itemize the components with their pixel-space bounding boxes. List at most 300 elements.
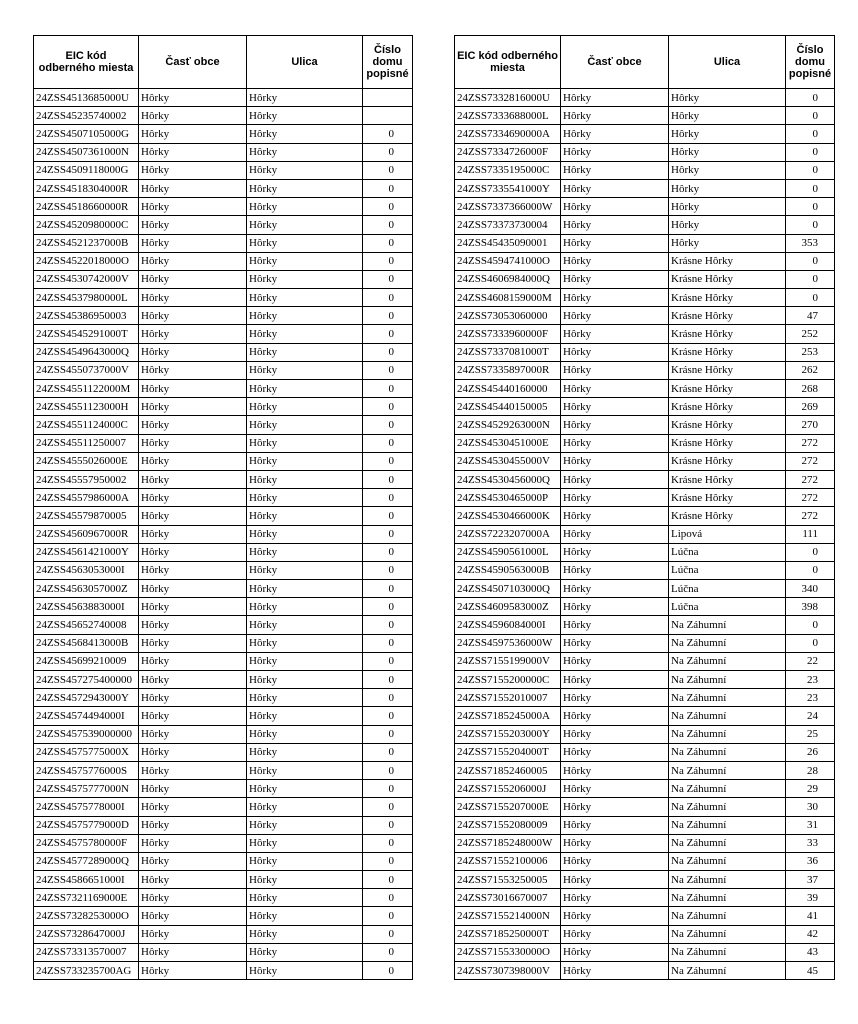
eic-code-cell: 24ZSS73373730004 <box>455 216 561 234</box>
street-cell: Na Záhumní <box>669 852 786 870</box>
table-row <box>455 652 835 670</box>
table-row <box>34 434 413 452</box>
house-number-cell: 0 <box>786 616 835 634</box>
street-cell: Hôrky <box>247 434 363 452</box>
part-cell: Hôrky <box>139 671 247 689</box>
table-row <box>34 361 413 379</box>
eic-code-cell: 24ZSS7333960000F <box>455 325 561 343</box>
part-cell: Hôrky <box>561 652 669 670</box>
part-cell: Hôrky <box>139 634 247 652</box>
part-cell: Hôrky <box>561 925 669 943</box>
table-row <box>455 834 835 852</box>
table-row <box>455 270 835 288</box>
eic-code-cell: 24ZSS7155203000Y <box>455 725 561 743</box>
table-row <box>34 798 413 816</box>
street-cell: Krásne Hôrky <box>669 307 786 325</box>
eic-code-cell: 24ZSS7185248000W <box>455 834 561 852</box>
header-eic: EIC kód odberného miesta <box>34 36 139 89</box>
table-row <box>34 580 413 598</box>
table-row <box>455 634 835 652</box>
street-cell: Hôrky <box>247 343 363 361</box>
eic-code-cell: 24ZSS7334690000A <box>455 125 561 143</box>
part-cell: Hôrky <box>561 689 669 707</box>
part-cell: Hôrky <box>139 925 247 943</box>
part-cell: Hôrky <box>139 143 247 161</box>
table-row <box>455 707 835 725</box>
house-number-cell: 0 <box>363 380 413 398</box>
eic-code-cell: 24ZSS7328647000J <box>34 925 139 943</box>
house-number-cell: 272 <box>786 452 835 470</box>
house-number-cell: 0 <box>786 107 835 125</box>
table-row <box>455 343 835 361</box>
part-cell: Hôrky <box>561 289 669 307</box>
part-cell: Hôrky <box>561 107 669 125</box>
house-number-cell: 0 <box>363 125 413 143</box>
part-cell: Hôrky <box>139 798 247 816</box>
table-row <box>455 616 835 634</box>
table-row <box>455 561 835 579</box>
table-row <box>455 361 835 379</box>
eic-code-cell: 24ZSS7155330000O <box>455 943 561 961</box>
house-number-cell: 33 <box>786 834 835 852</box>
part-cell: Hôrky <box>561 398 669 416</box>
part-cell: Hôrky <box>139 470 247 488</box>
street-cell: Hôrky <box>247 452 363 470</box>
part-cell: Hôrky <box>139 380 247 398</box>
house-number-cell: 0 <box>363 470 413 488</box>
table-row <box>455 289 835 307</box>
street-cell: Lúčna <box>669 598 786 616</box>
part-cell: Hôrky <box>561 580 669 598</box>
house-number-cell: 0 <box>786 125 835 143</box>
street-cell: Krásne Hôrky <box>669 434 786 452</box>
part-cell: Hôrky <box>139 270 247 288</box>
table-row <box>34 161 413 179</box>
part-cell: Hôrky <box>139 943 247 961</box>
street-cell: Na Záhumní <box>669 743 786 761</box>
street-cell: Hôrky <box>247 125 363 143</box>
eic-code-cell: 24ZSS4561421000Y <box>34 543 139 561</box>
street-cell: Hôrky <box>669 198 786 216</box>
eic-code-cell: 24ZSS4608159000M <box>455 289 561 307</box>
part-cell: Hôrky <box>561 889 669 907</box>
eic-code-cell: 24ZSS4545291000T <box>34 325 139 343</box>
house-number-cell: 0 <box>786 89 835 107</box>
part-cell: Hôrky <box>561 543 669 561</box>
table-row <box>455 416 835 434</box>
part-cell: Hôrky <box>139 161 247 179</box>
table-row <box>455 525 835 543</box>
table-row <box>455 179 835 197</box>
eic-code-cell: 24ZSS7155206000J <box>455 780 561 798</box>
eic-code-cell: 24ZSS45435090001 <box>455 234 561 252</box>
table-row <box>34 616 413 634</box>
house-number-cell: 0 <box>786 179 835 197</box>
table-row <box>455 798 835 816</box>
street-cell: Na Záhumní <box>669 943 786 961</box>
house-number-cell: 269 <box>786 398 835 416</box>
house-number-cell: 28 <box>786 761 835 779</box>
house-number-cell: 0 <box>363 889 413 907</box>
table-row <box>34 179 413 197</box>
header-number: Číslo domu popisné <box>363 36 413 89</box>
part-cell: Hôrky <box>561 798 669 816</box>
part-cell: Hôrky <box>139 361 247 379</box>
part-cell: Hôrky <box>139 743 247 761</box>
eic-code-cell: 24ZSS4551122000M <box>34 380 139 398</box>
house-number-cell: 0 <box>363 252 413 270</box>
house-number-cell: 0 <box>363 289 413 307</box>
table-row <box>34 780 413 798</box>
part-cell: Hôrky <box>561 216 669 234</box>
part-cell: Hôrky <box>561 143 669 161</box>
table-row <box>34 816 413 834</box>
eic-code-cell: 24ZSS4518660000R <box>34 198 139 216</box>
eic-code-cell: 24ZSS7321169000E <box>34 889 139 907</box>
eic-code-cell: 24ZSS71552010007 <box>455 689 561 707</box>
eic-code-cell: 24ZSS7332816000U <box>455 89 561 107</box>
street-cell: Krásne Hôrky <box>669 361 786 379</box>
house-number-cell: 0 <box>363 816 413 834</box>
street-cell: Hôrky <box>247 234 363 252</box>
house-number-cell: 398 <box>786 598 835 616</box>
street-cell: Hôrky <box>247 380 363 398</box>
part-cell: Hôrky <box>561 598 669 616</box>
street-cell: Hôrky <box>247 561 363 579</box>
part-cell: Hôrky <box>139 179 247 197</box>
table-row <box>455 398 835 416</box>
part-cell: Hôrky <box>561 179 669 197</box>
part-cell: Hôrky <box>139 871 247 889</box>
house-number-cell: 0 <box>363 270 413 288</box>
street-cell: Hôrky <box>247 143 363 161</box>
part-cell: Hôrky <box>139 652 247 670</box>
eic-code-cell: 24ZSS45652740008 <box>34 616 139 634</box>
street-cell: Hôrky <box>247 179 363 197</box>
eic-code-cell: 24ZSS4530465000P <box>455 489 561 507</box>
table-row <box>34 452 413 470</box>
street-cell: Hôrky <box>247 707 363 725</box>
eic-code-cell: 24ZSS4557986000A <box>34 489 139 507</box>
house-number-cell: 0 <box>363 507 413 525</box>
eic-code-cell: 24ZSS4529263000N <box>455 416 561 434</box>
table-row <box>455 216 835 234</box>
part-cell: Hôrky <box>561 325 669 343</box>
part-cell: Hôrky <box>561 561 669 579</box>
part-cell: Hôrky <box>561 943 669 961</box>
eic-code-cell: 24ZSS4507105000G <box>34 125 139 143</box>
house-number-cell: 0 <box>363 325 413 343</box>
street-cell: Na Záhumní <box>669 671 786 689</box>
street-cell: Lúčna <box>669 543 786 561</box>
eic-code-cell: 24ZSS7337366000W <box>455 198 561 216</box>
table-row <box>34 689 413 707</box>
street-cell: Hôrky <box>669 179 786 197</box>
eic-code-cell: 24ZSS4586651000I <box>34 871 139 889</box>
street-cell: Hôrky <box>669 125 786 143</box>
street-cell: Hôrky <box>247 325 363 343</box>
house-number-cell: 252 <box>786 325 835 343</box>
table-row <box>34 871 413 889</box>
street-cell: Na Záhumní <box>669 780 786 798</box>
table-row <box>455 107 835 125</box>
street-cell: Hôrky <box>247 761 363 779</box>
part-cell: Hôrky <box>561 780 669 798</box>
house-number-cell: 0 <box>363 525 413 543</box>
table-row <box>34 325 413 343</box>
table-row <box>455 507 835 525</box>
part-cell: Hôrky <box>139 416 247 434</box>
street-cell: Krásne Hôrky <box>669 289 786 307</box>
eic-code-cell: 24ZSS457539000000 <box>34 725 139 743</box>
house-number-cell: 0 <box>363 580 413 598</box>
street-cell: Na Záhumní <box>669 871 786 889</box>
eic-code-cell: 24ZSS7334726000F <box>455 143 561 161</box>
table-row <box>34 289 413 307</box>
eic-code-cell: 24ZSS4560967000R <box>34 525 139 543</box>
table-row <box>34 198 413 216</box>
part-cell: Hôrky <box>139 834 247 852</box>
house-number-cell: 0 <box>363 398 413 416</box>
part-cell: Hôrky <box>139 234 247 252</box>
street-cell: Krásne Hôrky <box>669 325 786 343</box>
table-row <box>455 89 835 107</box>
table-row <box>455 761 835 779</box>
street-cell: Hôrky <box>247 307 363 325</box>
table-row <box>455 434 835 452</box>
eic-code-cell: 24ZSS4551123000H <box>34 398 139 416</box>
header-part: Časť obce <box>139 36 247 89</box>
table-row <box>455 143 835 161</box>
part-cell: Hôrky <box>139 125 247 143</box>
table-row <box>34 89 413 107</box>
part-cell: Hôrky <box>561 361 669 379</box>
table-row <box>455 161 835 179</box>
house-number-cell: 272 <box>786 434 835 452</box>
street-cell: Hôrky <box>247 216 363 234</box>
eic-code-cell: 24ZSS4549643000Q <box>34 343 139 361</box>
part-cell: Hôrky <box>139 525 247 543</box>
part-cell: Hôrky <box>139 452 247 470</box>
house-number-cell: 353 <box>786 234 835 252</box>
house-number-cell: 0 <box>363 943 413 961</box>
eic-code-cell: 24ZSS45699210009 <box>34 652 139 670</box>
part-cell: Hôrky <box>561 616 669 634</box>
eic-code-cell: 24ZSS4575777000N <box>34 780 139 798</box>
part-cell: Hôrky <box>561 743 669 761</box>
street-cell: Hôrky <box>247 889 363 907</box>
table-row <box>34 943 413 961</box>
part-cell: Hôrky <box>139 707 247 725</box>
eic-code-cell: 24ZSS7333688000L <box>455 107 561 125</box>
table-row <box>34 416 413 434</box>
house-number-cell: 272 <box>786 470 835 488</box>
street-cell: Hôrky <box>247 289 363 307</box>
house-number-cell: 0 <box>363 361 413 379</box>
house-number-cell: 272 <box>786 507 835 525</box>
eic-code-cell: 24ZSS73053060000 <box>455 307 561 325</box>
part-cell: Hôrky <box>139 107 247 125</box>
street-cell: Hôrky <box>247 416 363 434</box>
house-number-cell: 0 <box>363 616 413 634</box>
street-cell: Na Záhumní <box>669 834 786 852</box>
part-cell: Hôrky <box>561 525 669 543</box>
part-cell: Hôrky <box>561 270 669 288</box>
header-street: Ulica <box>669 36 786 89</box>
street-cell: Hôrky <box>247 616 363 634</box>
header-number: Číslo domu popisné <box>786 36 835 89</box>
eic-code-cell: 24ZSS4521237000B <box>34 234 139 252</box>
street-cell: Na Záhumní <box>669 725 786 743</box>
house-number-cell: 0 <box>363 725 413 743</box>
street-cell: Hôrky <box>247 598 363 616</box>
house-number-cell: 0 <box>363 543 413 561</box>
street-cell: Hôrky <box>247 470 363 488</box>
street-cell: Na Záhumní <box>669 616 786 634</box>
table-row <box>455 470 835 488</box>
house-number-cell: 47 <box>786 307 835 325</box>
eic-code-cell: 24ZSS7223207000A <box>455 525 561 543</box>
street-cell: Krásne Hôrky <box>669 416 786 434</box>
eic-code-cell: 24ZSS7335541000Y <box>455 179 561 197</box>
part-cell: Hôrky <box>139 852 247 870</box>
house-number-cell: 0 <box>786 252 835 270</box>
house-number-cell: 0 <box>786 216 835 234</box>
part-cell: Hôrky <box>561 416 669 434</box>
table-row <box>34 761 413 779</box>
eic-code-cell: 24ZSS4555026000E <box>34 452 139 470</box>
eic-code-cell: 24ZSS45579870005 <box>34 507 139 525</box>
eic-code-cell: 24ZSS4520980000C <box>34 216 139 234</box>
part-cell: Hôrky <box>561 252 669 270</box>
house-number-cell <box>363 89 413 107</box>
header-street: Ulica <box>247 36 363 89</box>
right-table <box>454 35 835 980</box>
part-cell: Hôrky <box>139 816 247 834</box>
street-cell: Hôrky <box>247 907 363 925</box>
house-number-cell: 0 <box>363 780 413 798</box>
eic-code-cell: 24ZSS71552080009 <box>455 816 561 834</box>
part-cell: Hôrky <box>139 780 247 798</box>
table-row <box>455 325 835 343</box>
part-cell: Hôrky <box>561 198 669 216</box>
eic-code-cell: 24ZSS45386950003 <box>34 307 139 325</box>
table-row <box>34 252 413 270</box>
table-row <box>34 652 413 670</box>
street-cell: Hôrky <box>247 161 363 179</box>
street-cell: Lúčna <box>669 561 786 579</box>
street-cell: Hôrky <box>247 634 363 652</box>
table-row <box>34 725 413 743</box>
street-cell: Krásne Hôrky <box>669 343 786 361</box>
eic-code-cell: 24ZSS7185245000A <box>455 707 561 725</box>
street-cell: Lipová <box>669 525 786 543</box>
street-cell: Krásne Hôrky <box>669 270 786 288</box>
house-number-cell: 25 <box>786 725 835 743</box>
eic-code-cell: 24ZSS4522018000O <box>34 252 139 270</box>
header-part: Časť obce <box>561 36 669 89</box>
part-cell: Hôrky <box>139 198 247 216</box>
table-row <box>455 907 835 925</box>
part-cell: Hôrky <box>561 852 669 870</box>
house-number-cell: 272 <box>786 489 835 507</box>
table-row <box>34 907 413 925</box>
part-cell: Hôrky <box>139 307 247 325</box>
table-row <box>455 234 835 252</box>
part-cell: Hôrky <box>139 561 247 579</box>
table-row <box>455 871 835 889</box>
table-row <box>455 598 835 616</box>
table-row <box>34 543 413 561</box>
eic-code-cell: 24ZSS73313570007 <box>34 943 139 961</box>
eic-code-cell: 24ZSS4530451000E <box>455 434 561 452</box>
table-row <box>34 852 413 870</box>
eic-code-cell: 24ZSS45440160000 <box>455 380 561 398</box>
house-number-cell: 43 <box>786 943 835 961</box>
table-row <box>34 598 413 616</box>
eic-code-cell: 24ZSS7155207000E <box>455 798 561 816</box>
house-number-cell: 24 <box>786 707 835 725</box>
part-cell: Hôrky <box>139 216 247 234</box>
part-cell: Hôrky <box>561 307 669 325</box>
eic-code-cell: 24ZSS45511250007 <box>34 434 139 452</box>
part-cell: Hôrky <box>139 889 247 907</box>
table-row <box>455 252 835 270</box>
table-row <box>34 525 413 543</box>
house-number-cell: 0 <box>363 143 413 161</box>
house-number-cell: 253 <box>786 343 835 361</box>
house-number-cell: 0 <box>363 671 413 689</box>
eic-code-cell: 24ZSS4609583000Z <box>455 598 561 616</box>
part-cell: Hôrky <box>561 725 669 743</box>
eic-code-cell: 24ZSS45440150005 <box>455 398 561 416</box>
street-cell: Krásne Hôrky <box>669 398 786 416</box>
eic-code-cell: 24ZSS4575776000S <box>34 761 139 779</box>
table-row <box>455 580 835 598</box>
header-row <box>34 36 413 89</box>
part-cell: Hôrky <box>139 289 247 307</box>
part-cell: Hôrky <box>561 671 669 689</box>
part-cell: Hôrky <box>561 343 669 361</box>
street-cell: Hôrky <box>247 198 363 216</box>
eic-code-cell: 24ZSS4509118000G <box>34 161 139 179</box>
part-cell: Hôrky <box>139 434 247 452</box>
street-cell: Krásne Hôrky <box>669 489 786 507</box>
table-row <box>34 834 413 852</box>
house-number-cell: 0 <box>363 234 413 252</box>
part-cell: Hôrky <box>139 252 247 270</box>
table-row <box>34 671 413 689</box>
table-row <box>455 743 835 761</box>
eic-code-cell: 24ZSS4530455000V <box>455 452 561 470</box>
eic-code-cell: 24ZSS4596084000I <box>455 616 561 634</box>
house-number-cell: 42 <box>786 925 835 943</box>
part-cell: Hôrky <box>561 380 669 398</box>
eic-code-cell: 24ZSS4575779000D <box>34 816 139 834</box>
eic-code-cell: 24ZSS4518304000R <box>34 179 139 197</box>
part-cell: Hôrky <box>139 489 247 507</box>
table-row <box>34 234 413 252</box>
house-number-cell: 0 <box>363 852 413 870</box>
table-row <box>455 671 835 689</box>
table-row <box>34 743 413 761</box>
street-cell: Hôrky <box>247 834 363 852</box>
eic-code-cell: 24ZSS4572943000Y <box>34 689 139 707</box>
eic-code-cell: 24ZSS4590561000L <box>455 543 561 561</box>
house-number-cell: 0 <box>363 707 413 725</box>
eic-code-cell: 24ZSS4507361000N <box>34 143 139 161</box>
part-cell: Hôrky <box>139 725 247 743</box>
